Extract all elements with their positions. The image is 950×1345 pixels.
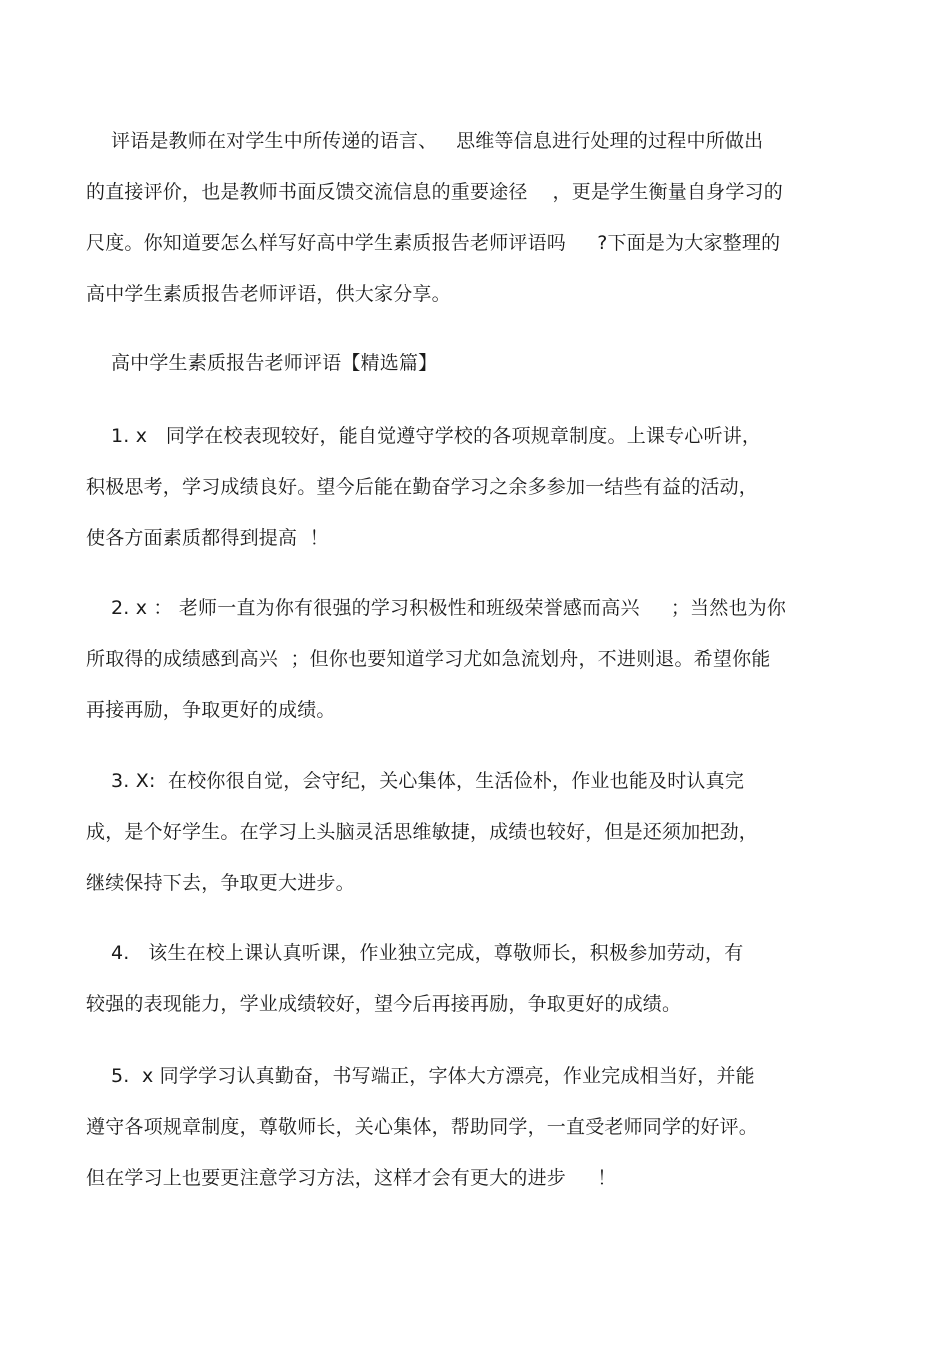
comment-line: 5. x 同学学习认真勤奋，书写端正，字体大方漂亮，作业完成相当好，并能 bbox=[86, 1065, 755, 1087]
comment-line: 积极思考，学习成绩良好。望今后能在勤奋学习之余多参加一结些有益的活动， bbox=[86, 476, 759, 498]
comment-line: 2. x ： 老师一直为你有很强的学习积极性和班级荣誉感而高兴 ；当然也为你 bbox=[86, 597, 787, 619]
intro-line: 尺度。你知道要怎么样写好高中学生素质报告老师评语吗 ?下面是为大家整理的 bbox=[86, 232, 781, 254]
section-heading: 高中学生素质报告老师评语【精选篇】 bbox=[86, 352, 438, 374]
comment-line: 继续保持下去，争取更大进步。 bbox=[86, 872, 355, 894]
comment-line: 3. X: 在校你很自觉，会守纪，关心集体，生活俭朴，作业也能及时认真完 bbox=[86, 770, 745, 792]
comment-line: 再接再励，争取更好的成绩。 bbox=[86, 699, 336, 721]
comment-line: 所取得的成绩感到高兴 ；但你也要知道学习尤如急流划舟，不进则退。希望你能 bbox=[86, 648, 771, 670]
comment-line: 使各方面素质都得到提高 ！ bbox=[86, 527, 329, 549]
intro-line: 高中学生素质报告老师评语，供大家分享。 bbox=[86, 283, 451, 305]
intro-line: 评语是教师在对学生中所传递的语言、 思维等信息进行处理的过程中所做出 bbox=[86, 130, 764, 152]
comment-line: 成，是个好学生。在学习上头脑灵活思维敏捷，成绩也较好，但是还须加把劲， bbox=[86, 821, 759, 843]
comment-line: 4. 该生在校上课认真听课，作业独立完成，尊敬师长，积极参加劳动，有 bbox=[86, 942, 744, 964]
comment-line: 1. x 同学在校表现较好，能自觉遵守学校的各项规章制度。上课专心听讲， bbox=[86, 425, 762, 447]
comment-line: 遵守各项规章制度，尊敬师长，关心集体，帮助同学，一直受老师同学的好评。 bbox=[86, 1116, 759, 1138]
comment-line: 较强的表现能力，学业成绩较好，望今后再接再励，争取更好的成绩。 bbox=[86, 993, 682, 1015]
intro-line: 的直接评价，也是教师书面反馈交流信息的重要途径 ，更是学生衡量自身学习的 bbox=[86, 181, 783, 203]
comment-line: 但在学习上也要更注意学习方法，这样才会有更大的进步 ！ bbox=[86, 1167, 617, 1189]
